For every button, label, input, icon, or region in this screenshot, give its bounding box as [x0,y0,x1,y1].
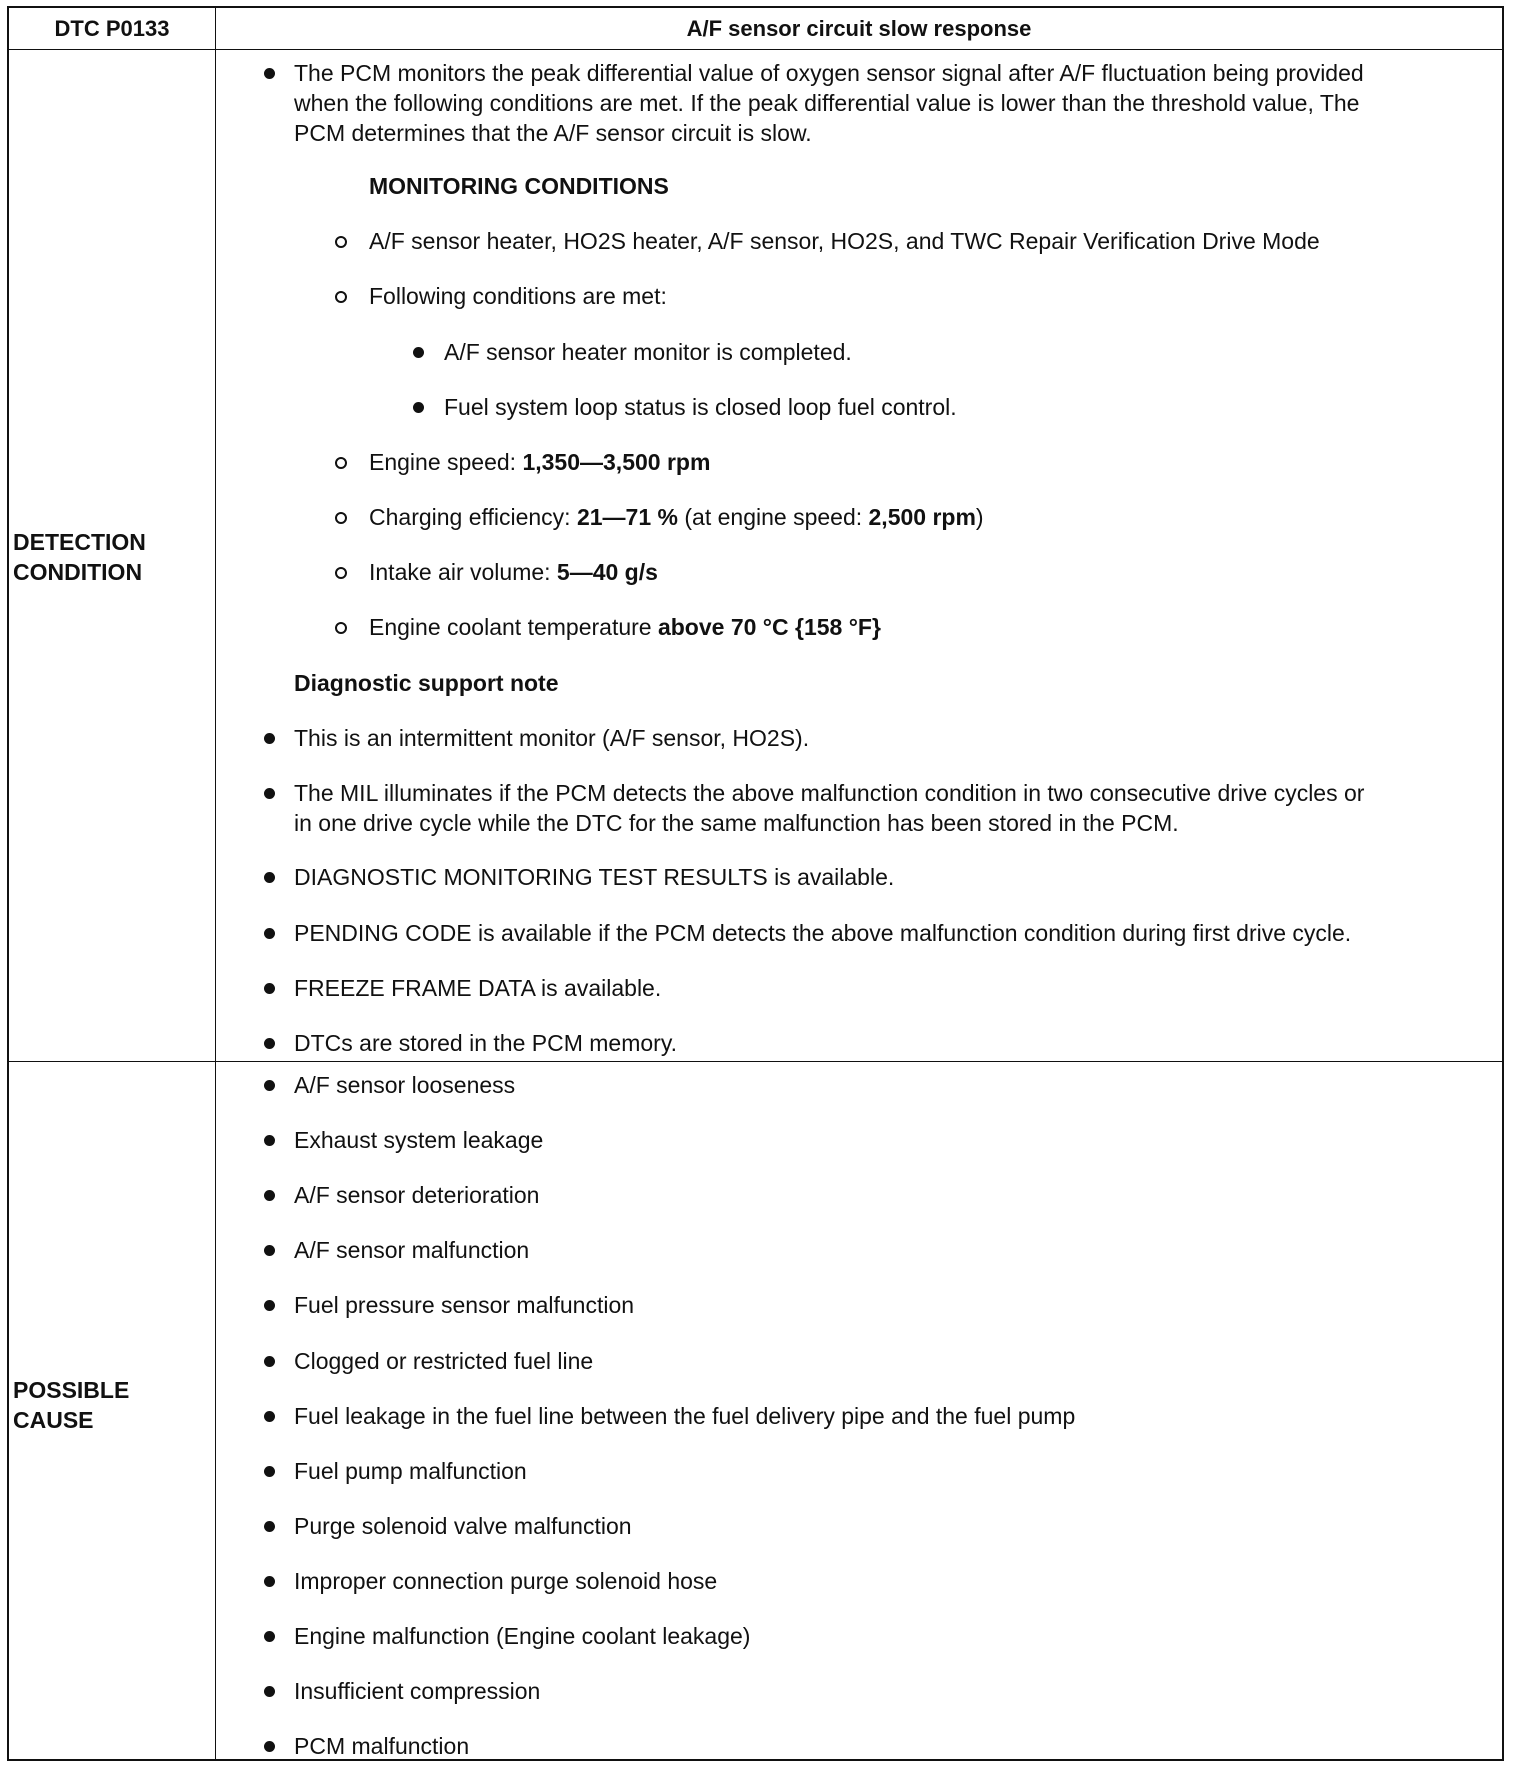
intro-line: The PCM monitors the peak differential value of oxygen sensor signal after A/F fluctuation being provided [294,60,1364,86]
note-mil-line: The MIL illuminates if the PCM detects the above malfunction condition in two consecutive drive cycles or [294,780,1365,806]
intake-label: Intake air volume: [369,559,557,585]
dtc-table [7,6,1504,1761]
charging-label: Charging efficiency: [369,504,577,530]
possible-cause-item: Exhaust system leakage [294,1127,544,1153]
bullet-icon [264,1038,275,1049]
possible-cause-item: Fuel leakage in the fuel line between the fuel delivery pipe and the fuel pump [294,1403,1076,1429]
condition-intake-air [369,557,658,587]
bullet-icon [264,1080,275,1091]
bullet-icon [264,928,275,939]
dtc-title: A/F sensor circuit slow response [686,16,1032,41]
engine-speed-label: Engine speed: [369,449,523,475]
sub-condition-loop: Fuel system loop status is closed loop fuel control. [444,394,957,420]
condition-drive-mode: A/F sensor heater, HO2S heater, A/F sensor, HO2S, and TWC Repair Verification Drive Mode [369,228,1320,254]
charging-rpm: 2,500 rpm [868,504,976,530]
bullet-icon [264,1741,275,1752]
detection-label-line1: DETECTION [13,529,146,555]
note-intermittent: This is an intermittent monitor (A/F sensor, HO2S). [294,725,810,751]
condition-following: Following conditions are met: [369,283,667,309]
note-dtc-stored: DTCs are stored in the PCM memory. [294,1030,678,1056]
dtc-code: DTC P0133 [54,16,170,41]
possible-cause-item: Insufficient compression [294,1678,541,1704]
possible-cause-item: Improper connection purge solenoid hose [294,1568,718,1594]
circle-bullet-icon [335,457,347,469]
bullet-icon [264,1466,275,1477]
note-mil-line: in one drive cycle while the DTC for the same malfunction has been stored in the PCM. [294,810,1179,836]
bullet-icon [264,1300,275,1311]
possible-cause-item: A/F sensor looseness [294,1072,516,1098]
intro-line: when the following conditions are met. If the peak differential value is lower than the threshold value, The [294,90,1360,116]
engine-speed-value: 1,350—3,500 rpm [522,449,711,475]
circle-bullet-icon [335,512,347,524]
possible-cause-item: PCM malfunction [294,1733,470,1759]
bullet-icon [264,788,275,799]
circle-bullet-icon [335,567,347,579]
detection-label-line2: CONDITION [13,559,143,585]
charging-value: 21—71 % [576,504,678,530]
bullet-icon [264,1356,275,1367]
intro-line: PCM determines that the A/F sensor circuit is slow. [294,120,812,146]
possible-cause-label [13,1375,203,1435]
detection-condition-label [13,527,203,587]
sub-condition-heater: A/F sensor heater monitor is completed. [444,339,852,365]
bullet-icon [264,1686,275,1697]
possible-cause-item: A/F sensor deterioration [294,1182,540,1208]
bullet-icon [413,347,424,358]
possible-cause-item: Engine malfunction (Engine coolant leakage) [294,1623,751,1649]
row-divider [9,1061,1502,1062]
bullet-icon [264,1631,275,1642]
circle-bullet-icon [335,291,347,303]
possible-cause-label-line1: POSSIBLE [13,1377,130,1403]
bullet-icon [264,1135,275,1146]
note-pending-code: PENDING CODE is available if the PCM detects the above malfunction condition during first drive cycle. [294,920,1352,946]
circle-bullet-icon [335,622,347,634]
bullet-icon [413,402,424,413]
possible-cause-item: Clogged or restricted fuel line [294,1348,594,1374]
note-test-results: DIAGNOSTIC MONITORING TEST RESULTS is available. [294,864,895,890]
possible-cause-item: Purge solenoid valve malfunction [294,1513,632,1539]
bullet-icon [264,872,275,883]
detection-intro [294,58,1364,148]
bullet-icon [264,1190,275,1201]
diagnostic-support-heading: Diagnostic support note [294,670,559,696]
possible-cause-item: Fuel pump malfunction [294,1458,527,1484]
intake-value: 5—40 g/s [556,559,658,585]
header-divider [9,49,1502,50]
charging-end: ) [975,504,984,530]
bullet-icon [264,983,275,994]
bullet-icon [264,733,275,744]
bullet-icon [264,1411,275,1422]
condition-coolant-temp [369,612,881,642]
coolant-value: above 70 °C {158 °F} [657,614,881,640]
bullet-icon [264,1521,275,1532]
bullet-icon [264,1576,275,1587]
possible-cause-item: A/F sensor malfunction [294,1237,530,1263]
possible-cause-label-line2: CAUSE [13,1407,94,1433]
bullet-icon [264,68,275,79]
charging-note: (at engine speed: [677,504,869,530]
condition-charging-efficiency [369,502,984,532]
coolant-label: Engine coolant temperature [369,614,658,640]
note-mil [294,778,1364,838]
column-divider [215,8,216,1759]
possible-cause-item: Fuel pressure sensor malfunction [294,1292,635,1318]
circle-bullet-icon [335,236,347,248]
monitoring-conditions-heading: MONITORING CONDITIONS [369,173,669,199]
condition-engine-speed [369,447,710,477]
note-freeze-frame: FREEZE FRAME DATA is available. [294,975,662,1001]
bullet-icon [264,1245,275,1256]
